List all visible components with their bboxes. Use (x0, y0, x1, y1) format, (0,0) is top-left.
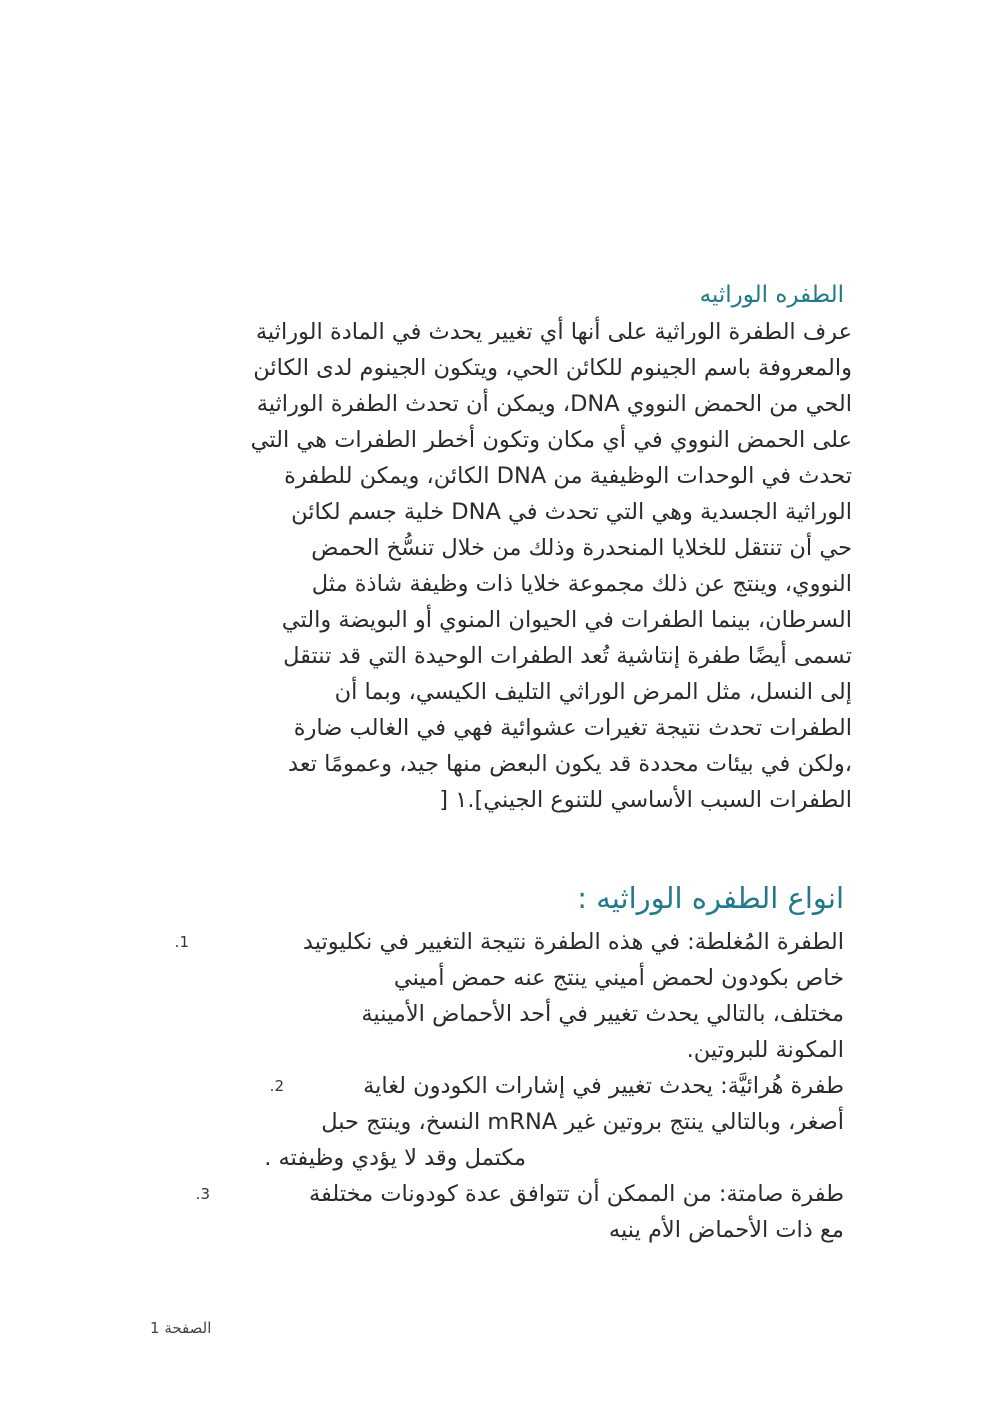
paragraph-line: حي أن تنتقل للخلايا المنحدرة وذلك من خلال تنسُّخ الحمض (311, 535, 852, 561)
paragraph-line: الطفرات تحدث نتيجة تغيرات عشوائية فهي في الغالب ضارة (293, 715, 852, 741)
paragraph-line: الوراثية الجسدية وهي التي تحدث في DNA خلية جسم لكائن (291, 499, 852, 525)
mutation-types-list (144, 924, 844, 1248)
list-item-line (144, 1032, 844, 1068)
list-item-text: أصغر، وبالتالي ينتج بروتين غير mRNA النسخ، وينتج حبل (321, 1109, 844, 1135)
list-item-text: مكتمل وقد لا يؤدي وظيفته . (264, 1145, 526, 1171)
paragraph-line: الحي من الحمض النووي DNA، ويمكن أن تحدث الطفرة الوراثية (256, 391, 852, 417)
list-item-line (144, 924, 844, 960)
paragraph-line: السرطان، بينما الطفرات في الحيوان المنوي أو البويضة والتي (281, 607, 852, 633)
list-item-line (144, 960, 844, 996)
list-item-text: مختلف، بالتالي يحدث تغيير في أحد الأحماض الأمينية (361, 1001, 844, 1027)
intro-paragraph (140, 314, 852, 818)
paragraph-line: الطفرات السبب الأساسي للتنوع الجيني].١ [ (439, 787, 852, 813)
list-item-line (144, 1212, 844, 1248)
list-item-text: مع ذات الأحماض الأم ينيه (608, 1217, 844, 1243)
paragraph-line: عرف الطفرة الوراثية على أنها أي تغيير يحدث في المادة الوراثية (255, 319, 852, 345)
list-item-text: الطفرة المُغلطة: في هذه الطفرة نتيجة التغيير في نكليوتيد (302, 929, 844, 955)
paragraph-line: على الحمض النووي في أي مكان وتكون أخطر الطفرات هي التي (250, 427, 852, 453)
list-item-line (144, 1176, 844, 1212)
list-item-text: المكونة للبروتين. (686, 1037, 844, 1063)
page-footer: الصفحة 1 (150, 1319, 212, 1337)
section-title: الطفره الوراثيه (699, 282, 844, 308)
paragraph-line: ،ولكن في بيئات محددة قد يكون البعض منها جيد، وعمومًا تعد (288, 751, 852, 777)
list-item-text: طفرة صامتة: من الممكن أن تتوافق عدة كودونات مختلفة (308, 1181, 844, 1207)
list-item-line (144, 996, 844, 1032)
list-item-text: خاص بكودون لحمض أميني ينتج عنه حمض أميني (393, 965, 844, 991)
list-number: 1. (174, 933, 189, 951)
paragraph-line: تحدث في الوحدات الوظيفية من DNA الكائن، ويمكن للطفرة (284, 463, 852, 489)
list-item-text: طفرة هُرائيَّة: يحدث تغيير في إشارات الكودون لغاية (363, 1073, 844, 1099)
paragraph-line: النووي، وينتج عن ذلك مجموعة خلايا ذات وظيفة شاذة مثل (311, 571, 852, 597)
paragraph-line: إلى النسل، مثل المرض الوراثي التليف الكيسي، وبما أن (334, 679, 852, 705)
list-item-line (144, 1104, 844, 1140)
paragraph-line: والمعروفة باسم الجينوم للكائن الحي، ويتكون الجينوم لدى الكائن (253, 355, 852, 381)
list-number: 3. (195, 1185, 210, 1203)
types-heading: انواع الطفره الوراثيه : (577, 881, 844, 915)
list-number: 2. (269, 1077, 284, 1095)
list-item-line (144, 1140, 844, 1176)
list-item-line (144, 1068, 844, 1104)
paragraph-line: تسمى أيضًا طفرة إنتاشية تُعد الطفرات الوحيدة التي قد تنتقل (283, 643, 852, 669)
